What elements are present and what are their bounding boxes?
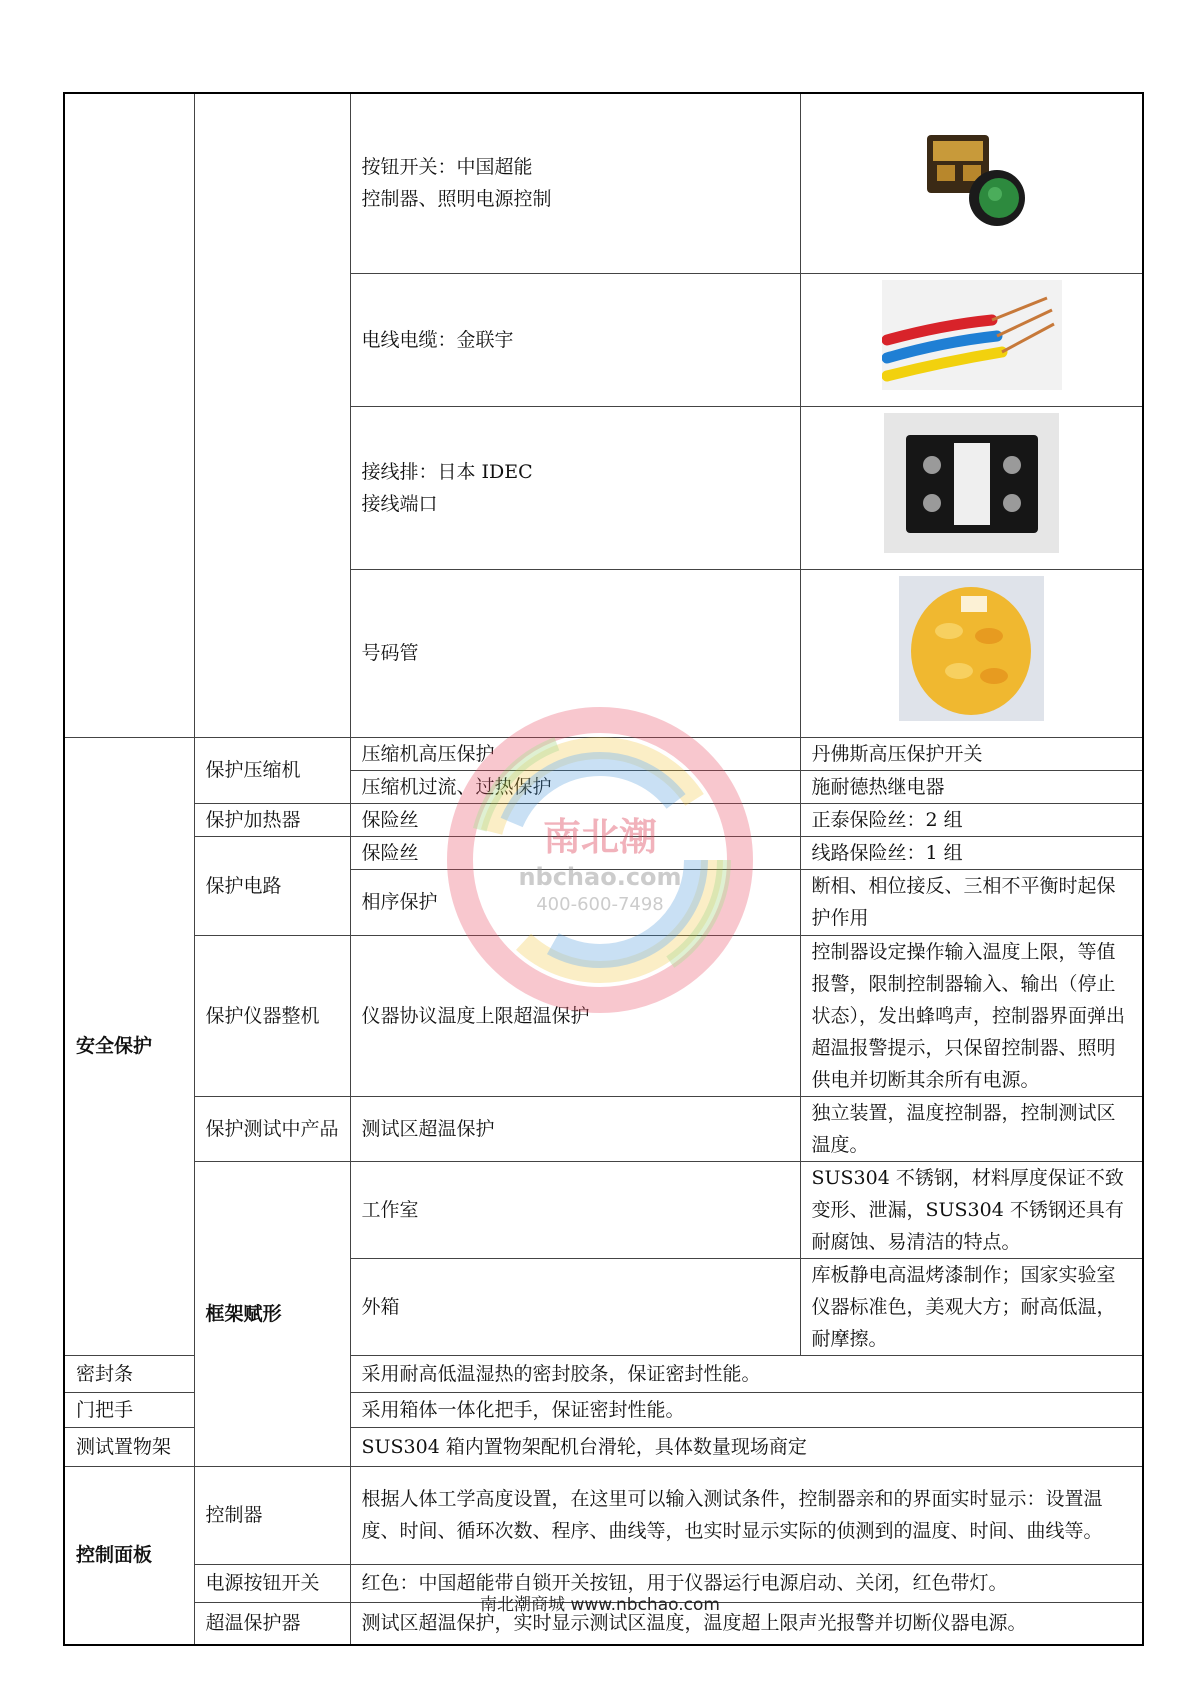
spec-cell: 线路保险丝：1 组 [800, 836, 1143, 869]
group-cell: 保护电路 [194, 836, 350, 935]
item-cell: 测试置物架 [64, 1427, 194, 1466]
item-cell: 保险丝 [350, 836, 800, 869]
empty-group-cell [194, 93, 350, 737]
component-text: 电线电缆：金联宇 [350, 273, 800, 406]
number-tube-bag-photo [800, 569, 1143, 737]
spec-cell: 正泰保险丝：2 组 [800, 803, 1143, 836]
group-cell: 保护仪器整机 [194, 935, 350, 1096]
category-cell: 安全保护 [64, 737, 194, 1355]
component-text: 号码管 [350, 569, 800, 737]
page-footer: 南北潮商城 www.nbchao.com [480, 1595, 720, 1615]
item-cell: 控制器 [194, 1466, 350, 1564]
item-cell: 测试区超温保护 [350, 1096, 800, 1161]
desc-cell: 库板静电高温烤漆制作；国家实验室仪器标准色，美观大方；耐高低温，耐摩擦。 [800, 1258, 1143, 1355]
spec-cell: 独立装置，温度控制器，控制测试区温度。 [800, 1096, 1143, 1161]
item-cell: 电源按钮开关 [194, 1564, 350, 1602]
desc-cell: 采用箱体一体化把手，保证密封性能。 [350, 1392, 1143, 1427]
table-row [64, 1161, 1143, 1258]
terminal-block-photo [800, 406, 1143, 569]
desc-cell: 根据人体工学高度设置，在这里可以输入测试条件，控制器亲和的界面实时显示：设置温度、时间、循环次数、程序、曲线等，也实时显示实际的侦测到的温度、时间、曲线等。 [350, 1466, 1143, 1564]
group-cell: 保护压缩机 [194, 737, 350, 803]
item-cell: 压缩机过流、过热保护 [350, 770, 800, 803]
table-row [64, 803, 1143, 836]
item-cell: 仪器协议温度上限超温保护 [350, 935, 800, 1096]
item-cell: 超温保护器 [194, 1602, 350, 1645]
watermark-domain: nbchao.com [518, 863, 682, 891]
desc-cell: 红色：中国超能带自锁开关按钮，用于仪器运行电源启动、关闭，红色带灯。 [350, 1564, 1143, 1602]
group-cell: 保护测试中产品 [194, 1096, 350, 1161]
desc-cell: SUS304 箱内置物架配机台滑轮，具体数量现场商定 [350, 1427, 1143, 1466]
empty-category-cell [64, 93, 194, 737]
table-row [64, 1096, 1143, 1161]
item-cell: 门把手 [64, 1392, 194, 1427]
spec-cell: 控制器设定操作输入温度上限，等值报警，限制控制器输入、输出（停止状态），发出蜂鸣声，控制器界面弹出超温报警提示，只保留控制器、照明供电并切断其余所有电源。 [800, 935, 1143, 1096]
component-text: 接线排：日本 IDEC 接线端口 [350, 406, 800, 569]
wire-cable-photo [800, 273, 1143, 406]
spec-cell: 施耐德热继电器 [800, 770, 1143, 803]
category-cell: 框架赋形 [194, 1161, 350, 1466]
table-row [64, 836, 1143, 869]
item-cell: 保险丝 [350, 803, 800, 836]
table-row [64, 93, 1143, 273]
watermark-phone: 400-600-7498 [536, 894, 664, 915]
watermark-brand: 南北潮 [542, 815, 658, 859]
table-row [64, 1466, 1143, 1564]
desc-cell: 测试区超温保护，实时显示测试区温度，温度超上限声光报警并切断仪器电源。 [350, 1602, 1143, 1645]
item-cell: 压缩机高压保护 [350, 737, 800, 770]
item-cell: 工作室 [350, 1161, 800, 1258]
table-row [64, 935, 1143, 1096]
item-cell: 密封条 [64, 1355, 194, 1392]
desc-cell: 采用耐高低温湿热的密封胶条，保证密封性能。 [350, 1355, 1143, 1392]
item-cell: 相序保护 [350, 869, 800, 935]
category-cell: 控制面板 [64, 1466, 194, 1645]
item-cell: 外箱 [350, 1258, 800, 1355]
push-button-switch-photo [800, 93, 1143, 273]
component-text: 按钮开关：中国超能 控制器、照明电源控制 [350, 93, 800, 273]
table-row [64, 737, 1143, 770]
spec-cell: 断相、相位接反、三相不平衡时起保护作用 [800, 869, 1143, 935]
spec-table [63, 92, 1144, 1646]
spec-cell: 丹佛斯高压保护开关 [800, 737, 1143, 770]
desc-cell: SUS304 不锈钢，材料厚度保证不致变形、泄漏，SUS304 不锈钢还具有耐腐蚀、易清洁的特点。 [800, 1161, 1143, 1258]
group-cell: 保护加热器 [194, 803, 350, 836]
